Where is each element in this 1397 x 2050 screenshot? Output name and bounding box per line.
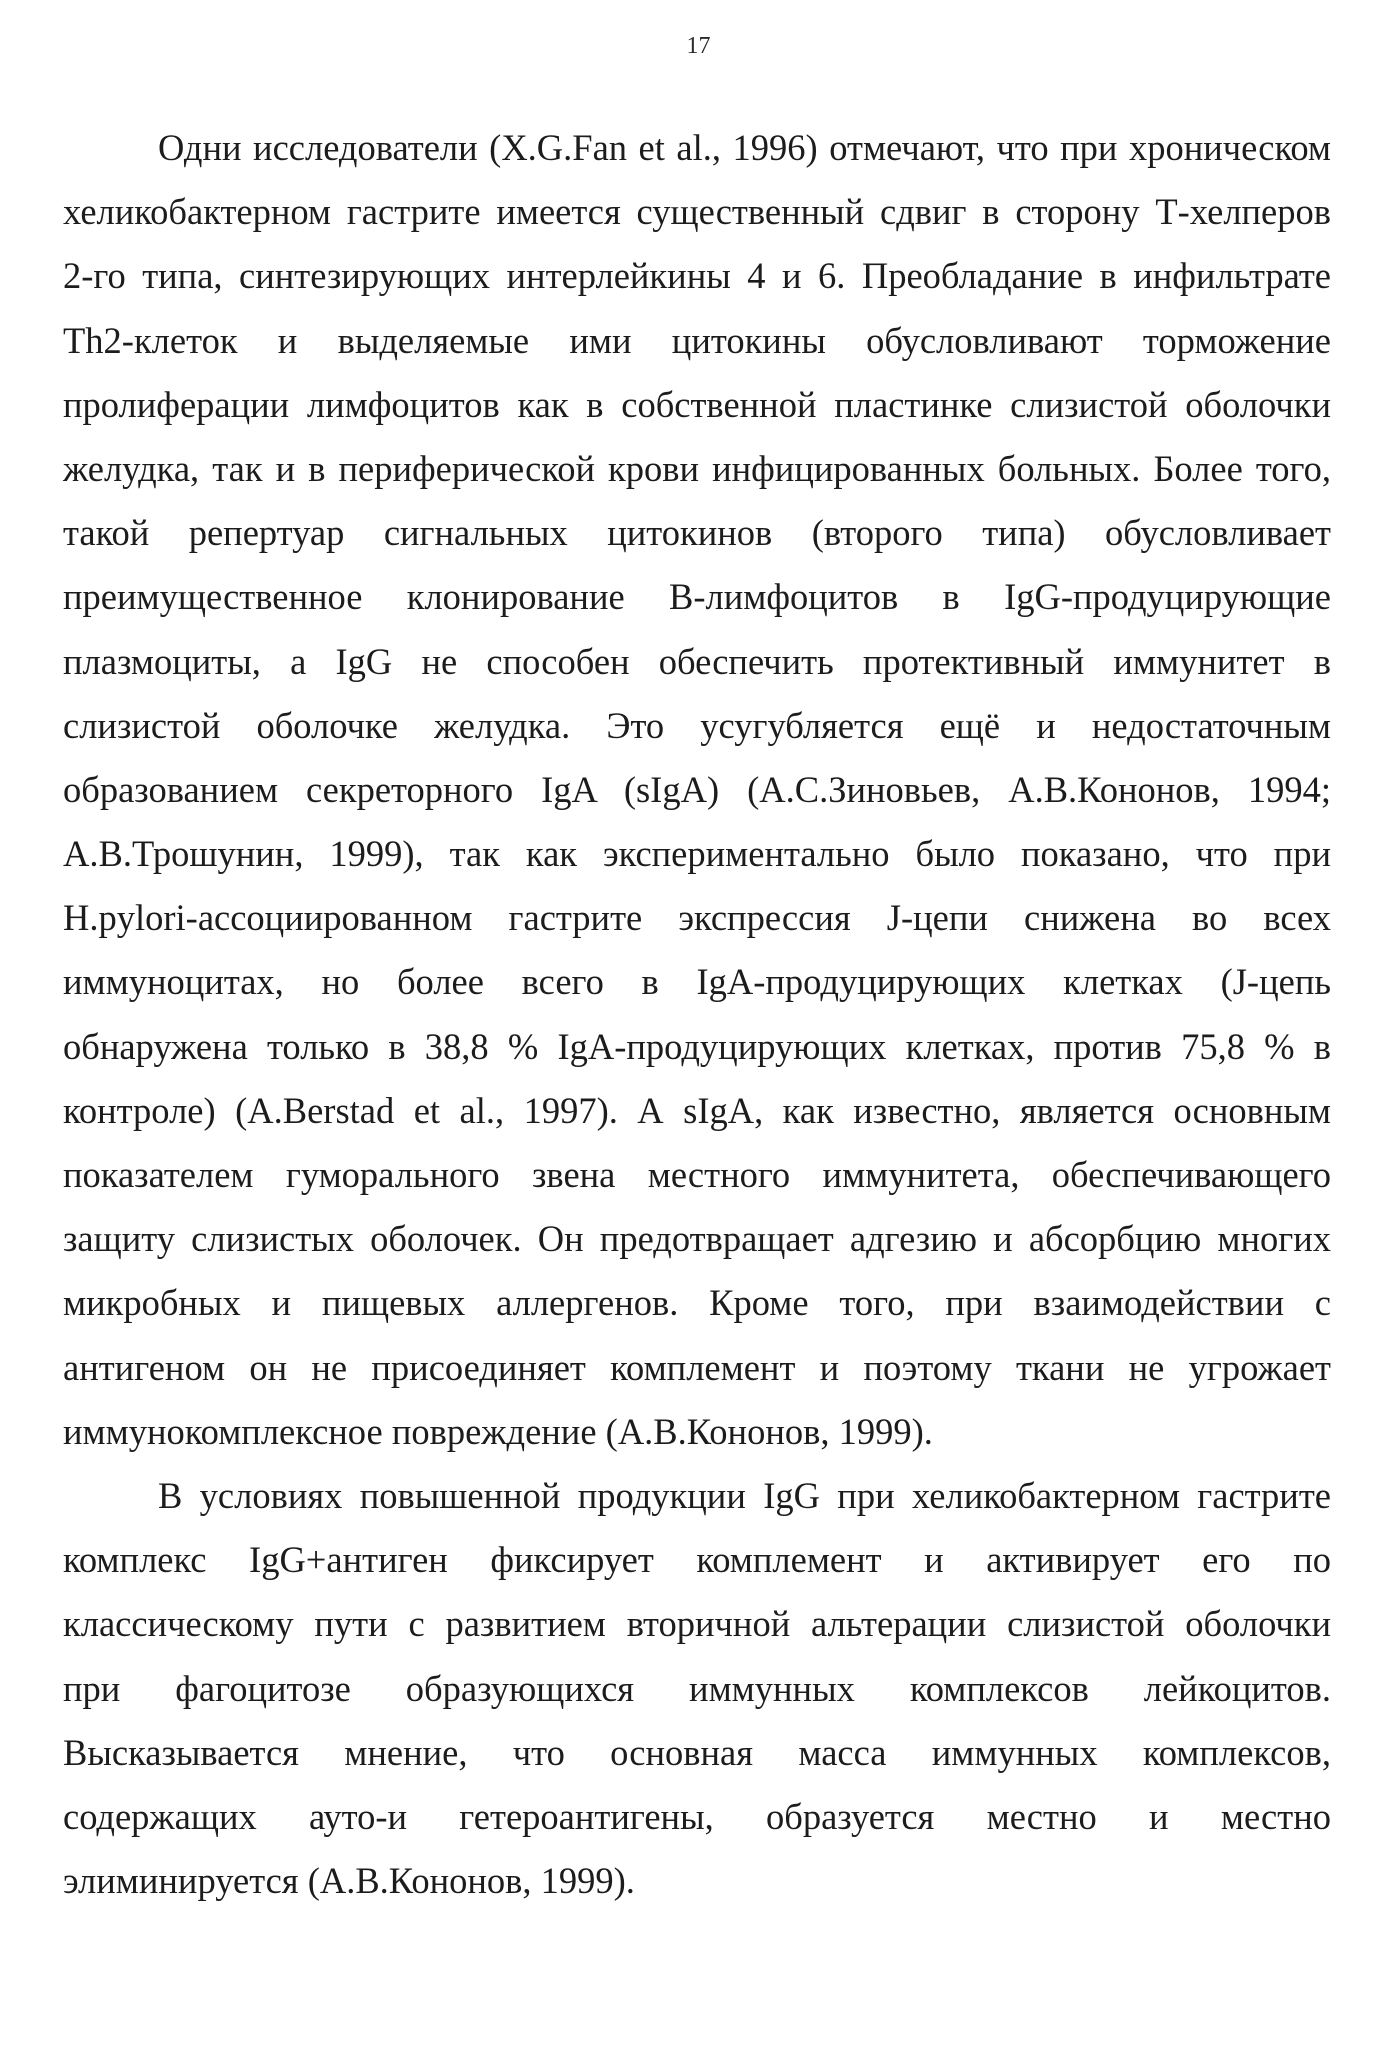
text-line: желудка, так и в периферической крови инфицированных больных. Более того, <box>63 447 1331 489</box>
text-line: иммунокомплексное повреждение (А.В.Кононов, 1999). <box>63 1410 933 1452</box>
text-line: комплекс IgG+антиген фиксирует комплемент и активирует его по <box>63 1539 1331 1581</box>
paragraph-1 <box>63 116 1331 1464</box>
text-line: показателем гуморального звена местного иммунитета, обеспечивающего <box>63 1154 1331 1195</box>
text-line: Одни исследователи (X.G.Fan et al., 1996) отмечают, что при хроническом <box>158 127 1331 168</box>
text-line: элиминируется (А.В.Кононов, 1999). <box>63 1860 635 1902</box>
text-line: пролиферации лимфоцитов как в собственной пластинке слизистой оболочки <box>63 383 1331 425</box>
text-line: H.pylori-ассоциированном гастрите экспрессия J-цепи снижена во всех <box>63 897 1331 939</box>
text-line: образованием секреторного IgA (sIgA) (А.С.Зиновьев, А.В.Кононов, 1994; <box>63 768 1331 810</box>
text-line: обнаружена только в 38,8 % IgA-продуцирующих клетках, против 75,8 % в <box>63 1025 1331 1067</box>
page-number: 17 <box>686 33 711 59</box>
text-line: В условиях повышенной продукции IgG при хеликобактерном гастрите <box>158 1474 1331 1516</box>
paragraph-2 <box>63 1464 1331 1913</box>
text-line: содержащих ауто-и гетероантигены, образуется местно и местно <box>63 1795 1331 1837</box>
text-line: хеликобактерном гастрите имеется существенный сдвиг в сторону Т-хелперов <box>63 191 1331 233</box>
text-line: преимущественное клонирование В-лимфоцитов в IgG-продуцирующие <box>63 576 1331 618</box>
text-line: при фагоцитозе образующихся иммунных комплексов лейкоцитов. <box>63 1667 1331 1709</box>
text-line: защиту слизистых оболочек. Он предотвращает адгезию и абсорбцию многих <box>63 1218 1331 1260</box>
text-line: иммуноцитах, но более всего в IgA-продуцирующих клетках (J-цепь <box>63 961 1331 1003</box>
text-line: Высказывается мнение, что основная масса иммунных комплексов, <box>63 1731 1331 1773</box>
text-line: Th2-клеток и выделяемые ими цитокины обусловливают торможение <box>63 319 1331 361</box>
text-line: плазмоциты, а IgG не способен обеспечить протективный иммунитет в <box>63 640 1331 682</box>
body-text <box>63 116 1331 1913</box>
text-line: А.В.Трошунин, 1999), так как экспериментально было показано, что при <box>63 833 1331 875</box>
text-line: 2-го типа, синтезирующих интерлейкины 4 и 6. Преобладание в инфильтрате <box>63 255 1331 297</box>
text-line: слизистой оболочке желудка. Это усугубляется ещё и недостаточным <box>63 704 1331 746</box>
text-line: классическому пути с развитием вторичной альтерации слизистой оболочки <box>63 1603 1331 1645</box>
text-line: микробных и пищевых аллергенов. Кроме того, при взаимодействии с <box>63 1282 1331 1324</box>
text-line: контроле) (A.Berstad et al., 1997). А sIgA, как известно, является основным <box>63 1089 1331 1131</box>
text-line: такой репертуар сигнальных цитокинов (второго типа) обусловливает <box>63 512 1331 554</box>
text-line: антигеном он не присоединяет комплемент и поэтому ткани не угрожает <box>63 1346 1331 1388</box>
